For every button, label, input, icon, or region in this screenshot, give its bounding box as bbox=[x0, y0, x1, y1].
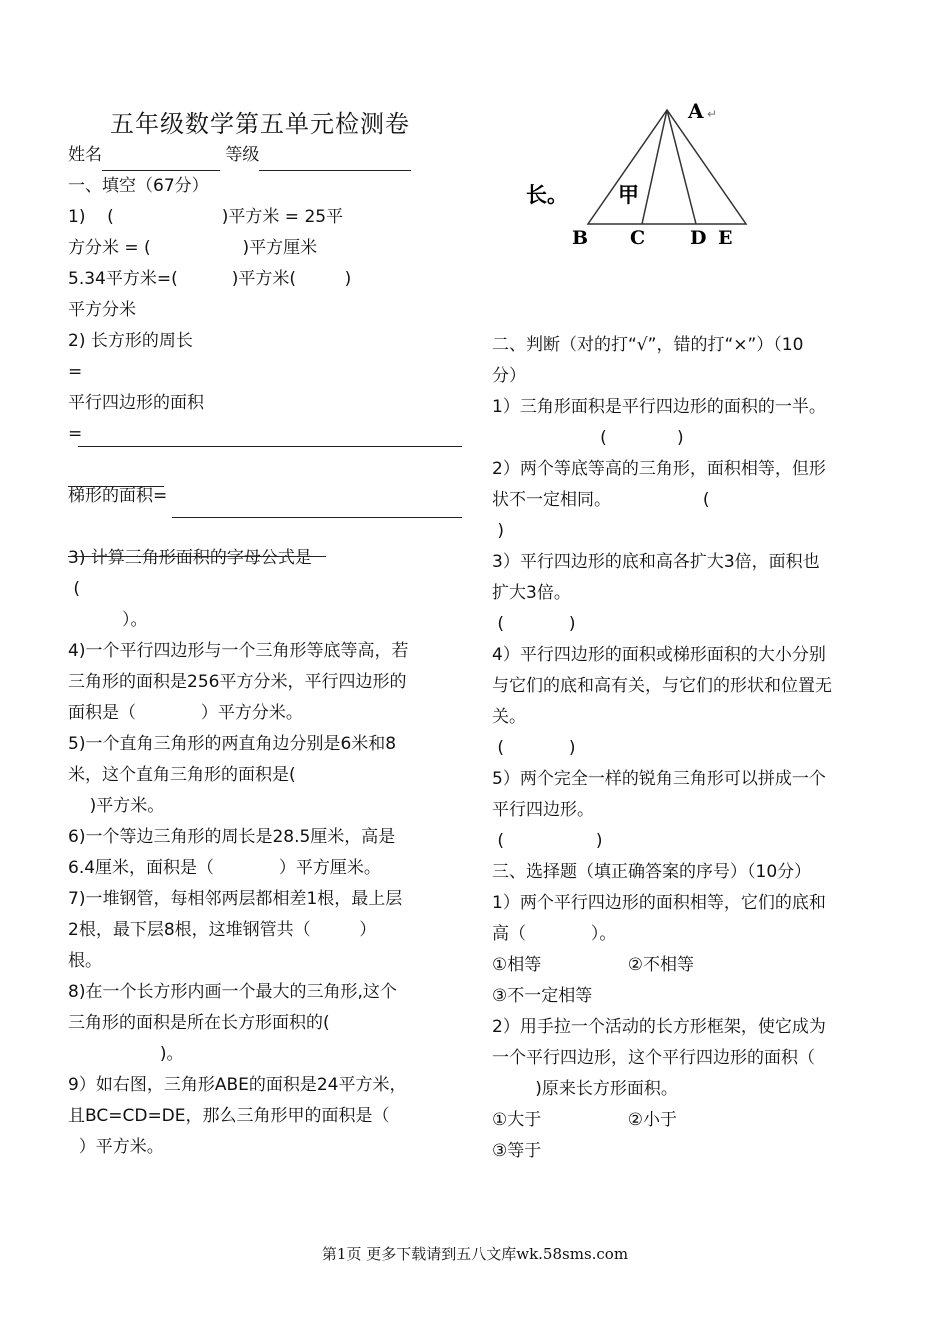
left-line: 3) 计算三角形面积的字母公式是 bbox=[68, 548, 312, 568]
left-line: 三角形的面积是所在长方形面积的( bbox=[68, 1013, 330, 1033]
return-mark: ↵ bbox=[707, 107, 718, 121]
left-line: )平方米。 bbox=[68, 796, 165, 816]
left-line: 平方分米 bbox=[68, 300, 136, 320]
left-line: ）。 bbox=[68, 610, 148, 630]
label-a: A bbox=[688, 99, 704, 123]
right-line: ( ) bbox=[492, 738, 576, 758]
left-line: 梯形的面积= bbox=[68, 486, 168, 506]
left-line: 米，这个直角三角形的面积是( bbox=[68, 765, 296, 785]
right-line: 状不一定相同。 ( bbox=[492, 490, 710, 510]
label-e: E bbox=[718, 227, 733, 249]
right-line: 与它们的底和高有关，与它们的形状和位置无 bbox=[492, 676, 832, 696]
right-line: )原来长方形面积。 bbox=[492, 1079, 678, 1099]
label-b: B bbox=[572, 227, 589, 249]
left-line: 8)在一个长方形内画一个最大的三角形,这个 bbox=[68, 982, 397, 1002]
left-line: 4)一个平行四边形与一个三角形等底等高，若 bbox=[68, 641, 409, 661]
left-line: = bbox=[68, 362, 83, 382]
page-title: 五年级数学第五单元检测卷 bbox=[110, 110, 410, 138]
right-line: ( ) bbox=[492, 831, 603, 851]
answer-line bbox=[68, 556, 326, 557]
right-line: 扩大3倍。 bbox=[492, 583, 571, 603]
right-column bbox=[492, 330, 882, 1167]
left-line: 5)一个直角三角形的两直角边分别是6米和8 bbox=[68, 734, 397, 754]
triangle-abe bbox=[588, 110, 746, 224]
right-line: 一个平行四边形，这个平行四边形的面积（ bbox=[492, 1048, 815, 1068]
triangle-diagram bbox=[520, 88, 780, 258]
left-line: 一、填空（67分） bbox=[68, 176, 209, 196]
left-line: 面积是（ ）平方分米。 bbox=[68, 703, 303, 723]
left-line: 2根，最下层8根，这堆钢管共（ ） bbox=[68, 920, 377, 940]
right-line: 三、选择题（填正确答案的序号）（10分） bbox=[492, 862, 812, 882]
label-side-text: 长。 bbox=[526, 183, 568, 207]
left-line bbox=[68, 450, 463, 481]
right-line: ( ) bbox=[492, 428, 684, 448]
triangle-figure bbox=[520, 88, 780, 258]
label-c: C bbox=[630, 227, 646, 249]
right-line: 2）两个等底等高的三角形，面积相等，但形 bbox=[492, 459, 826, 479]
answer-line bbox=[172, 517, 462, 518]
left-line: 6.4厘米，面积是（ ）平方厘米。 bbox=[68, 858, 381, 878]
right-line: 平行四边形。 bbox=[492, 800, 594, 820]
right-line: 1）两个平行四边形的面积相等，它们的底和 bbox=[492, 893, 826, 913]
left-line: ）平方米。 bbox=[68, 1137, 164, 1157]
left-line: = bbox=[68, 424, 83, 444]
left-line: 且BC=CD=DE，那么三角形甲的面积是（ bbox=[68, 1106, 390, 1126]
right-line: ( ) bbox=[492, 614, 576, 634]
header-row bbox=[68, 140, 463, 171]
left-line: 2) 长方形的周长 bbox=[68, 331, 193, 351]
right-line: ①大于 ②小于 bbox=[492, 1110, 677, 1130]
right-line: 二、判断（对的打“√”，错的打“×”）（10 bbox=[492, 335, 804, 355]
left-column bbox=[68, 140, 463, 1163]
right-line: 1）三角形面积是平行四边形的面积的一半。 bbox=[492, 397, 826, 417]
grade-label: 等级 bbox=[225, 145, 260, 165]
left-line: )。 bbox=[68, 1044, 184, 1064]
left-line: 方分米 = ( )平方厘米 bbox=[68, 238, 318, 258]
left-line: 1) ( )平方米 = 25平 bbox=[68, 207, 344, 227]
right-line: 关。 bbox=[492, 707, 526, 727]
right-line: 高（ ）。 bbox=[492, 924, 617, 944]
answer-line bbox=[78, 446, 462, 447]
page-footer: 第1页 更多下载请到五八文库wk.58sms.com bbox=[321, 1245, 629, 1263]
right-line: 2）用手拉一个活动的长方形框架，使它成为 bbox=[492, 1017, 826, 1037]
right-line: ③不一定相等 bbox=[492, 986, 593, 1006]
left-line: 根。 bbox=[68, 951, 102, 971]
right-line: 4）平行四边形的面积或梯形面积的大小分别 bbox=[492, 645, 826, 665]
grade-blank bbox=[259, 150, 411, 171]
left-line: 三角形的面积是256平方分米，平行四边形的 bbox=[68, 672, 407, 692]
name-label: 姓名 bbox=[68, 145, 102, 165]
right-line: 3）平行四边形的底和高各扩大3倍，面积也 bbox=[492, 552, 820, 572]
left-line: 6)一个等边三角形的周长是28.5厘米，高是 bbox=[68, 827, 396, 847]
right-line: 分） bbox=[492, 366, 526, 386]
right-line: ) bbox=[492, 521, 505, 541]
label-jia: 甲 bbox=[618, 183, 639, 207]
left-line: 7)一堆钢管，每相邻两层都相差1根，最上层 bbox=[68, 889, 403, 909]
right-line: 5）两个完全一样的锐角三角形可以拼成一个 bbox=[492, 769, 826, 789]
left-line: 平行四边形的面积 bbox=[68, 393, 204, 413]
label-d: D bbox=[690, 227, 707, 249]
right-line: ③等于 bbox=[492, 1141, 542, 1161]
left-line: ( bbox=[68, 579, 81, 599]
segment-ad bbox=[667, 110, 696, 224]
left-line: 9）如右图，三角形ABE的面积是24平方米， bbox=[68, 1075, 407, 1095]
name-blank bbox=[102, 150, 220, 171]
left-line: 5.34平方米=( )平方米( ) bbox=[68, 269, 352, 289]
right-line: ①相等 ②不相等 bbox=[492, 955, 694, 975]
answer-line bbox=[68, 486, 164, 487]
